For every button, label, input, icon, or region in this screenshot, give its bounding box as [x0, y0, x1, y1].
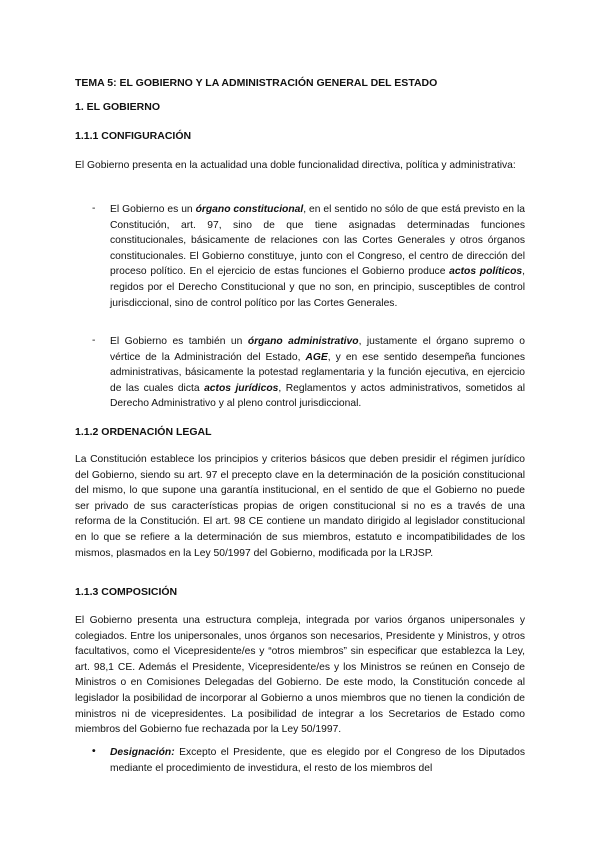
- bullet-marker: -: [92, 203, 96, 214]
- bullet-marker: •: [92, 746, 96, 757]
- section-heading-gobierno: 1. EL GOBIERNO: [75, 101, 160, 113]
- organo-administrativo-paragraph: El Gobierno es también un órgano administrativo, justamente el órgano supremo o vértice de la Administración del Estado, AGE, y en ese sentido desempeña funciones administrativas, básicamente la potestad reglamentaria y la función ejecutiva, en ejercicio de las cuales dicta actos jurídicos, Reglamentos y actos administrativos, sometidos al Derecho Administrativo y al pleno control jurisdiccional.: [110, 336, 526, 410]
- designacion-paragraph: Designación: Excepto el Presidente, que es elegido por el Congreso de los Diputados mediante el procedimiento de investidura, el resto de los miembros del: [110, 747, 525, 774]
- composicion-paragraph: El Gobierno presenta una estructura compleja, integrada por varios órganos unipersonales y colegiados. Entre los unipersonales, unos órganos son necesarios, Presidente y Ministros, y otros facultativos, como el Vicepresidente/es y “otros miembros” sin especificar que establezca la Ley, art. 98,1 CE. Además el Presidente, Vicepresidente/es y los Ministros se reúnen en Consejo de Ministros o en Comisiones Delegadas del Gobierno. De este modo, la Constitución concede al legislador la posibilidad de incorporar al Gobierno a unos miembros que no tienen la condición de ministros ni de vicepresidentes. La posibilidad de integrar a los Secretarios de Estado como miembros del Gobierno fue rechazada por la Ley 50/1997.: [75, 615, 525, 736]
- document-title: TEMA 5: EL GOBIERNO Y LA ADMINISTRACIÓN GENERAL DEL ESTADO: [75, 77, 438, 89]
- organo-constitucional-paragraph: El Gobierno es un órgano constitucional, en el sentido no sólo de que está previsto en la Constitución, art. 97, sino de que tiene asignadas determinadas funciones constitucionales, básicamente de relaciones con las Cortes Generales y otros órganos constitucionales. El Gobierno constituye, junto con el Congreso, el centro de dirección del proceso político. En el ejercicio de estas funciones el Gobierno produce actos políticos, regidos por el Derecho Constitucional y que no son, en principio, susceptibles de control jurisdiccional, sino de control político por las Cortes Generales.: [110, 204, 526, 309]
- section-heading-composicion: 1.1.3 COMPOSICIÓN: [75, 586, 178, 598]
- configuracion-intro: El Gobierno presenta en la actualidad una doble funcionalidad directiva, política y administrativa:: [75, 160, 516, 171]
- section-heading-ordenacion-legal: 1.1.2 ORDENACIÓN LEGAL: [75, 426, 212, 438]
- bullet-marker: -: [92, 335, 96, 346]
- section-heading-configuracion: 1.1.1 CONFIGURACIÓN: [75, 130, 192, 142]
- ordenacion-legal-paragraph: La Constitución establece los principios y criterios básicos que deben presidir el régimen jurídico del Gobierno, siendo su art. 97 el precepto clave en la determinación de la posición constitucional del mismo, lo que supone una garantía institucional, en el sentido de que el Gobierno no puede ser privado de sus características propias de origen constitucional si no es a través de una reforma de la Constitución. El art. 98 CE contiene un mandato dirigido al legislador constitucional en lo que se refiere a la determinación de sus miembros, estatuto e incompatibilidades de los mismos, plasmados en la Ley 50/1997 del Gobierno, modificada por la LRJSP.: [75, 454, 525, 559]
